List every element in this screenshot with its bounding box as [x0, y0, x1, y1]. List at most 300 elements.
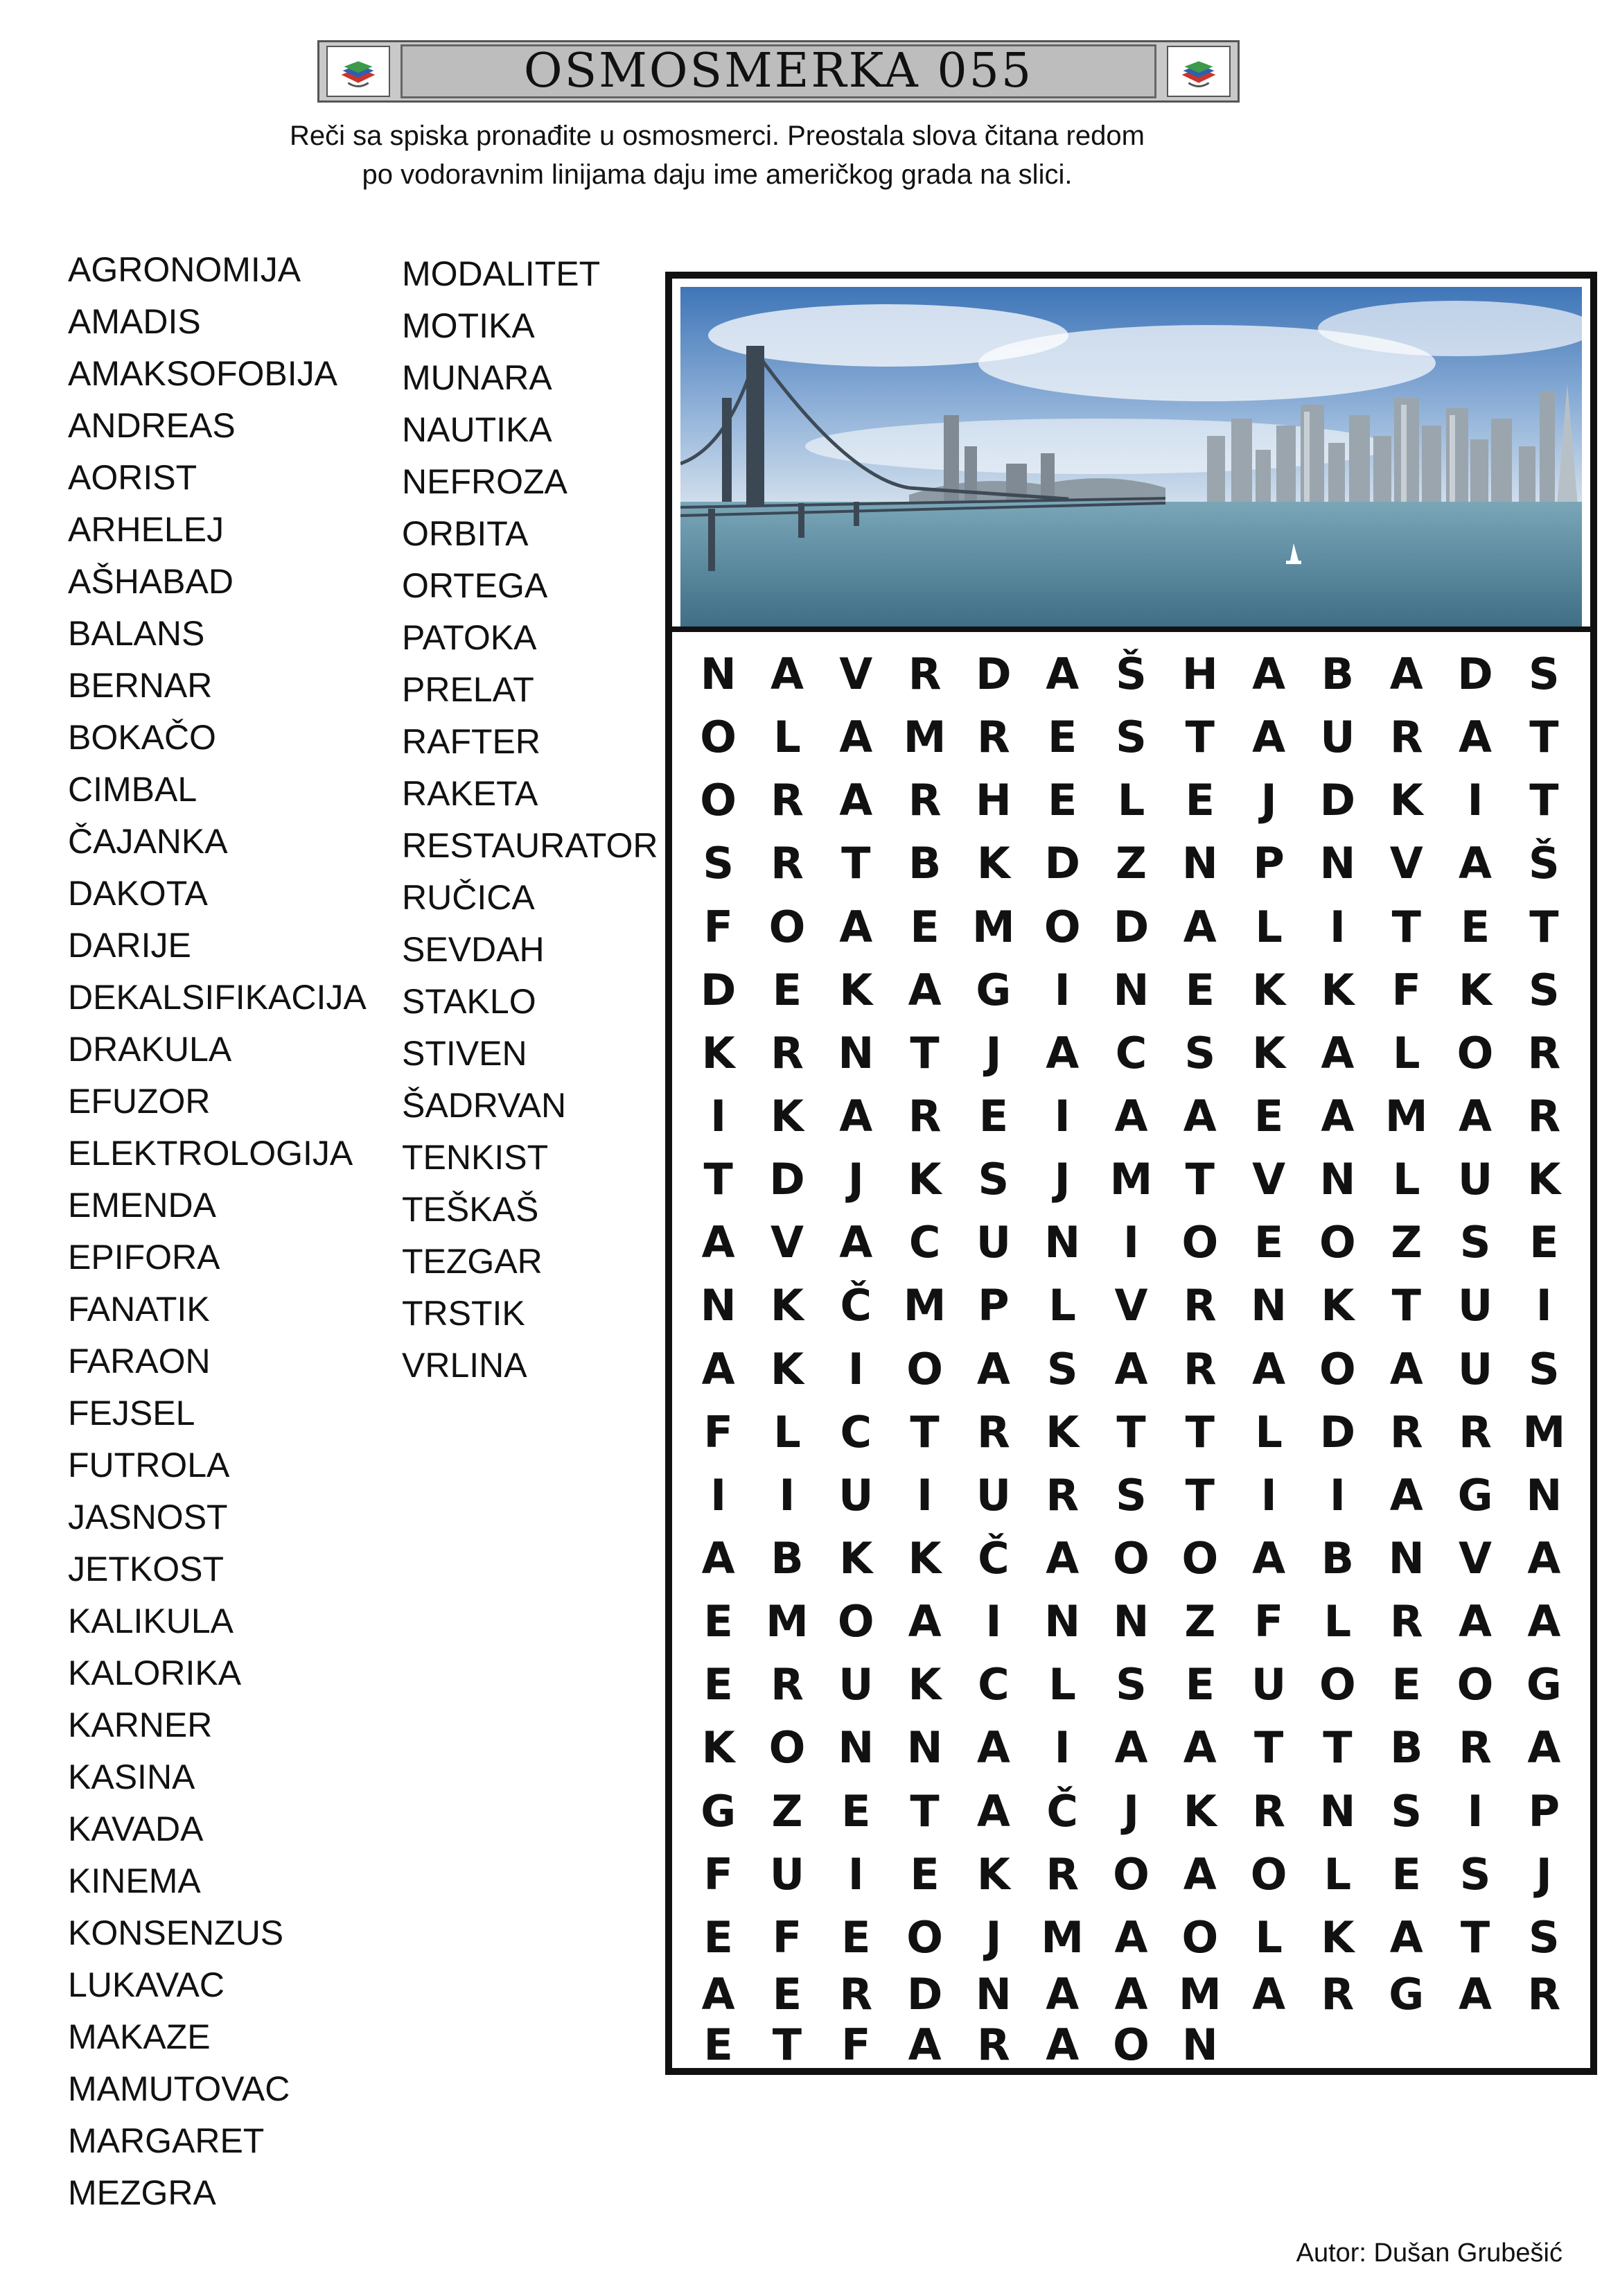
grid-cell[interactable]: A	[1459, 838, 1493, 889]
grid-cell[interactable]: N	[700, 649, 737, 700]
grid-cell[interactable]: R	[1183, 1343, 1217, 1394]
grid-cell[interactable]: A	[1114, 1343, 1148, 1394]
grid-cell[interactable]: T	[1529, 712, 1559, 763]
grid-cell[interactable]: O	[1113, 1533, 1150, 1584]
grid-cell[interactable]: A	[1459, 1596, 1493, 1647]
grid-cell[interactable]: L	[1255, 901, 1283, 952]
grid-cell[interactable]: K	[1046, 1406, 1080, 1457]
grid-cell[interactable]: D	[1457, 649, 1493, 700]
grid-cell[interactable]: I	[1329, 901, 1346, 952]
grid-cell[interactable]: P	[978, 1280, 1010, 1331]
grid-cell[interactable]: R	[1389, 1596, 1423, 1647]
grid-cell[interactable]: S	[1529, 1911, 1560, 1963]
grid-cell[interactable]: S	[1391, 1785, 1423, 1837]
grid-cell[interactable]: A	[839, 901, 873, 952]
grid-cell[interactable]: E	[772, 964, 802, 1015]
grid-cell[interactable]: A	[1114, 1911, 1148, 1963]
grid-cell[interactable]: N	[838, 1722, 874, 1773]
grid-cell[interactable]: H	[1181, 649, 1218, 700]
grid-cell[interactable]: A	[839, 712, 873, 763]
grid-cell[interactable]: K	[770, 1343, 804, 1394]
grid-cell[interactable]: K	[1321, 964, 1355, 1015]
grid-cell[interactable]: I	[1054, 964, 1071, 1015]
grid-cell[interactable]: E	[703, 1911, 733, 1963]
grid-cell[interactable]: Č	[840, 1280, 872, 1331]
grid-cell[interactable]: A	[1114, 1091, 1148, 1142]
grid-cell[interactable]: T	[841, 838, 871, 889]
grid-cell[interactable]: V	[770, 1217, 804, 1268]
grid-cell[interactable]: O	[906, 1911, 943, 1963]
grid-cell[interactable]: A	[908, 2019, 942, 2070]
grid-cell[interactable]: V	[839, 649, 873, 700]
grid-cell[interactable]: A	[1459, 1969, 1493, 2019]
grid-cell[interactable]: T	[772, 2019, 802, 2070]
grid-cell[interactable]: N	[1181, 2019, 1218, 2070]
grid-cell[interactable]: A	[1183, 901, 1217, 952]
grid-cell[interactable]: N	[1388, 1533, 1425, 1584]
grid-cell[interactable]: D	[1113, 901, 1150, 952]
grid-cell[interactable]: T	[1529, 775, 1559, 826]
grid-cell[interactable]: Š	[1116, 649, 1147, 700]
grid-cell[interactable]: S	[1184, 1027, 1216, 1078]
grid-cell[interactable]: R	[771, 1027, 804, 1078]
grid-cell[interactable]: T	[1185, 1406, 1215, 1457]
grid-cell[interactable]: M	[1041, 1911, 1084, 1963]
grid-cell[interactable]: T	[910, 1406, 940, 1457]
grid-cell[interactable]: B	[771, 1533, 804, 1584]
grid-cell[interactable]: U	[976, 1217, 1012, 1268]
grid-cell[interactable]: O	[837, 1596, 874, 1647]
grid-cell[interactable]: S	[1529, 1343, 1560, 1394]
grid-cell[interactable]: M	[1109, 1154, 1153, 1205]
grid-cell[interactable]: F	[841, 2019, 871, 2070]
grid-cell[interactable]: A	[1252, 1969, 1286, 2019]
grid-cell[interactable]: R	[908, 775, 942, 826]
grid-cell[interactable]: R	[908, 649, 942, 700]
grid-cell[interactable]: I	[985, 1596, 1002, 1647]
grid-cell[interactable]: S	[1046, 1343, 1078, 1394]
grid-cell[interactable]: Š	[1529, 838, 1560, 889]
grid-cell[interactable]: U	[1320, 712, 1355, 763]
grid-cell[interactable]: R	[771, 838, 804, 889]
grid-cell[interactable]: A	[1252, 649, 1286, 700]
grid-cell[interactable]: A	[839, 775, 873, 826]
grid-cell[interactable]: E	[978, 1091, 1009, 1142]
grid-cell[interactable]: E	[703, 1659, 733, 1710]
grid-cell[interactable]: C	[1115, 1027, 1147, 1078]
grid-cell[interactable]: T	[1391, 901, 1421, 952]
grid-cell[interactable]: N	[975, 1969, 1012, 2019]
grid-cell[interactable]: I	[847, 1848, 864, 1900]
grid-cell[interactable]: J	[1260, 775, 1277, 826]
grid-cell[interactable]: I	[779, 1469, 795, 1521]
grid-cell[interactable]: T	[1391, 1280, 1421, 1331]
grid-cell[interactable]: T	[703, 1154, 733, 1205]
grid-cell[interactable]: R	[1527, 1091, 1561, 1142]
grid-cell[interactable]: A	[1046, 649, 1080, 700]
grid-cell[interactable]: C	[908, 1217, 941, 1268]
grid-cell[interactable]: L	[1048, 1659, 1076, 1710]
grid-cell[interactable]: S	[703, 838, 734, 889]
grid-cell[interactable]: N	[1044, 1217, 1081, 1268]
grid-cell[interactable]: A	[701, 1969, 735, 2019]
grid-cell[interactable]: L	[1392, 1027, 1420, 1078]
grid-cell[interactable]: O	[1113, 2019, 1150, 2070]
grid-cell[interactable]: A	[1389, 649, 1423, 700]
grid-cell[interactable]: Č	[1046, 1785, 1078, 1837]
grid-cell[interactable]: U	[838, 1469, 874, 1521]
grid-cell[interactable]: D	[1319, 775, 1356, 826]
grid-cell[interactable]: A	[1527, 1533, 1561, 1584]
grid-cell[interactable]: C	[840, 1406, 872, 1457]
grid-cell[interactable]: M	[972, 901, 1015, 952]
grid-cell[interactable]: K	[1321, 1911, 1355, 1963]
grid-cell[interactable]: L	[1255, 1406, 1283, 1457]
grid-cell[interactable]: I	[1123, 1217, 1140, 1268]
grid-cell[interactable]: K	[1252, 1027, 1286, 1078]
grid-cell[interactable]: K	[839, 964, 873, 1015]
grid-cell[interactable]: T	[1185, 712, 1215, 763]
grid-cell[interactable]: N	[1044, 1596, 1081, 1647]
grid-cell[interactable]: I	[917, 1469, 933, 1521]
grid-cell[interactable]: L	[1117, 775, 1145, 826]
grid-cell[interactable]: A	[1459, 1091, 1493, 1142]
grid-cell[interactable]: A	[1252, 1533, 1286, 1584]
grid-cell[interactable]: A	[1527, 1596, 1561, 1647]
grid-cell[interactable]: S	[1116, 1469, 1147, 1521]
grid-cell[interactable]: M	[1178, 1969, 1222, 2019]
grid-cell[interactable]: R	[1046, 1848, 1080, 1900]
grid-cell[interactable]: J	[847, 1154, 864, 1205]
grid-cell[interactable]: R	[771, 1659, 804, 1710]
grid-cell[interactable]: O	[1113, 1848, 1150, 1900]
grid-cell[interactable]: E	[1048, 775, 1077, 826]
grid-cell[interactable]: O	[1181, 1911, 1219, 1963]
grid-cell[interactable]: D	[700, 964, 737, 1015]
grid-cell[interactable]: N	[906, 1722, 943, 1773]
grid-cell[interactable]: K	[1459, 964, 1493, 1015]
grid-cell[interactable]: K	[1321, 1280, 1355, 1331]
grid-cell[interactable]: N	[1319, 838, 1356, 889]
grid-cell[interactable]: K	[1527, 1154, 1561, 1205]
grid-cell[interactable]: A	[701, 1217, 735, 1268]
grid-cell[interactable]: U	[1251, 1659, 1287, 1710]
grid-cell[interactable]: E	[703, 2019, 733, 2070]
grid-cell[interactable]: Z	[1184, 1596, 1216, 1647]
grid-cell[interactable]: A	[839, 1217, 873, 1268]
grid-cell[interactable]: A	[701, 1343, 735, 1394]
grid-cell[interactable]: O	[906, 1343, 943, 1394]
grid-cell[interactable]: A	[701, 1533, 735, 1584]
grid-cell[interactable]: I	[1260, 1469, 1277, 1521]
grid-cell[interactable]: N	[1526, 1469, 1562, 1521]
grid-cell[interactable]: D	[976, 649, 1012, 700]
grid-cell[interactable]: U	[838, 1659, 874, 1710]
grid-cell[interactable]: G	[701, 1785, 737, 1837]
grid-cell[interactable]: A	[976, 1785, 1010, 1837]
grid-cell[interactable]: R	[977, 712, 1010, 763]
grid-cell[interactable]: A	[1046, 1027, 1080, 1078]
grid-cell[interactable]: U	[1457, 1154, 1493, 1205]
grid-cell[interactable]: A	[1252, 1343, 1286, 1394]
grid-cell[interactable]: V	[1114, 1280, 1148, 1331]
grid-cell[interactable]: R	[839, 1969, 873, 2019]
grid-cell[interactable]: D	[769, 1154, 805, 1205]
grid-cell[interactable]: O	[700, 712, 737, 763]
grid-cell[interactable]: R	[1252, 1785, 1285, 1837]
grid-cell[interactable]: N	[1319, 1785, 1356, 1837]
grid-cell[interactable]: J	[1123, 1785, 1140, 1837]
grid-cell[interactable]: O	[1319, 1343, 1356, 1394]
grid-cell[interactable]: I	[847, 1343, 864, 1394]
grid-cell[interactable]: E	[1185, 1659, 1215, 1710]
grid-cell[interactable]: K	[701, 1722, 735, 1773]
grid-cell[interactable]: K	[976, 838, 1010, 889]
grid-cell[interactable]: O	[1456, 1027, 1494, 1078]
grid-cell[interactable]: Č	[978, 1533, 1010, 1584]
grid-cell[interactable]: O	[1181, 1533, 1219, 1584]
grid-cell[interactable]: O	[1044, 901, 1081, 952]
grid-cell[interactable]: R	[977, 1406, 1010, 1457]
grid-cell[interactable]: A	[1046, 2019, 1080, 2070]
grid-cell[interactable]: A	[1252, 712, 1286, 763]
grid-cell[interactable]: F	[703, 901, 733, 952]
grid-cell[interactable]: A	[908, 964, 942, 1015]
grid-cell[interactable]: R	[1527, 1027, 1561, 1078]
grid-cell[interactable]: D	[906, 1969, 943, 2019]
grid-cell[interactable]: A	[908, 1596, 942, 1647]
grid-cell[interactable]: E	[772, 1969, 802, 2019]
grid-cell[interactable]: D	[1044, 838, 1080, 889]
grid-cell[interactable]: J	[1535, 1848, 1552, 1900]
grid-cell[interactable]: S	[1116, 1659, 1147, 1710]
city-photo	[680, 287, 1582, 626]
grid-cell[interactable]: U	[1457, 1343, 1493, 1394]
grid-cell[interactable]: K	[701, 1027, 735, 1078]
grid-cell[interactable]: F	[703, 1406, 733, 1457]
grid-cell[interactable]: R	[908, 1091, 942, 1142]
grid-cell[interactable]: Z	[1391, 1217, 1423, 1268]
grid-cell[interactable]: I	[1054, 1091, 1071, 1142]
grid-cell[interactable]: I	[1467, 775, 1484, 826]
grid-cell[interactable]: O	[1181, 1217, 1219, 1268]
grid-cell[interactable]: N	[838, 1027, 874, 1078]
grid-cell[interactable]: A	[1114, 1722, 1148, 1773]
grid-cell[interactable]: K	[1252, 964, 1286, 1015]
grid-cell[interactable]: I	[1054, 1722, 1071, 1773]
grid-cell[interactable]: R	[1459, 1722, 1492, 1773]
grid-cell[interactable]: R	[1321, 1969, 1355, 2019]
grid-cell[interactable]: M	[903, 712, 947, 763]
grid-cell[interactable]: E	[910, 1848, 940, 1900]
grid-cell[interactable]: F	[772, 1911, 802, 1963]
grid-cell[interactable]: M	[903, 1280, 947, 1331]
grid-cell[interactable]: I	[1467, 1785, 1484, 1837]
grid-cell[interactable]: I	[1535, 1280, 1552, 1331]
grid-cell[interactable]: S	[1529, 964, 1560, 1015]
grid-cell[interactable]: H	[975, 775, 1012, 826]
grid-cell[interactable]: J	[1054, 1154, 1071, 1205]
grid-cell[interactable]: G	[1457, 1469, 1493, 1521]
grid-cell[interactable]: V	[1459, 1533, 1493, 1584]
word-list-item: AMADIS	[68, 302, 201, 341]
grid-cell[interactable]: L	[773, 1406, 801, 1457]
grid-cell[interactable]: O	[1250, 1848, 1287, 1900]
grid-cell[interactable]: E	[1253, 1217, 1284, 1268]
grid-cell[interactable]: O	[1456, 1659, 1494, 1710]
grid-cell[interactable]: C	[978, 1659, 1010, 1710]
grid-cell[interactable]: T	[1116, 1406, 1146, 1457]
grid-cell[interactable]: T	[1253, 1722, 1284, 1773]
grid-cell[interactable]: M	[1384, 1091, 1428, 1142]
grid-cell[interactable]: N	[1251, 1280, 1287, 1331]
grid-cell[interactable]: U	[769, 1848, 805, 1900]
grid-cell[interactable]: K	[1183, 1785, 1217, 1837]
grid-cell[interactable]: E	[1391, 1659, 1421, 1710]
grid-cell[interactable]: T	[1185, 1469, 1215, 1521]
grid-cell[interactable]: N	[1319, 1154, 1356, 1205]
grid-cell[interactable]: A	[1321, 1027, 1355, 1078]
grid-cell[interactable]: L	[1048, 1280, 1076, 1331]
grid-cell[interactable]: R	[1389, 1406, 1423, 1457]
grid-cell[interactable]: T	[1323, 1722, 1353, 1773]
grid-cell[interactable]: E	[1185, 964, 1215, 1015]
grid-cell[interactable]: R	[1183, 1280, 1217, 1331]
grid-cell[interactable]: E	[841, 1911, 871, 1963]
grid-cell[interactable]: A	[1183, 1722, 1217, 1773]
grid-cell[interactable]: N	[1113, 1596, 1150, 1647]
grid-cell[interactable]: M	[1522, 1406, 1566, 1457]
grid-cell[interactable]: A	[1389, 1343, 1423, 1394]
word-list-item: LUKAVAC	[68, 1965, 225, 2004]
grid-cell[interactable]: P	[1253, 838, 1285, 889]
grid-cell[interactable]: V	[1252, 1154, 1286, 1205]
grid-cell[interactable]: A	[770, 649, 804, 700]
grid-cell[interactable]: V	[1389, 838, 1423, 889]
grid-cell[interactable]: S	[1116, 712, 1147, 763]
grid-cell[interactable]: P	[1528, 1785, 1560, 1837]
grid-cell[interactable]: T	[910, 1027, 940, 1078]
grid-cell[interactable]: B	[1321, 1533, 1355, 1584]
grid-cell[interactable]: R	[977, 2019, 1010, 2070]
grid-cell[interactable]: K	[976, 1848, 1010, 1900]
grid-cell[interactable]: S	[978, 1154, 1010, 1205]
grid-cell[interactable]: A	[1321, 1091, 1355, 1142]
grid-cell[interactable]: Z	[771, 1785, 803, 1837]
grid-cell[interactable]: I	[710, 1091, 727, 1142]
grid-cell[interactable]: J	[985, 1911, 1002, 1963]
grid-cell[interactable]: M	[766, 1596, 809, 1647]
grid-cell[interactable]: O	[1319, 1659, 1356, 1710]
grid-cell[interactable]: E	[841, 1785, 871, 1837]
grid-cell[interactable]: A	[1459, 712, 1493, 763]
grid-cell[interactable]: R	[1459, 1406, 1492, 1457]
grid-cell[interactable]: G	[976, 964, 1012, 1015]
grid-cell[interactable]: N	[1113, 964, 1150, 1015]
grid-cell[interactable]: S	[1459, 1848, 1491, 1900]
grid-cell[interactable]: K	[908, 1533, 942, 1584]
grid-cell[interactable]: F	[703, 1848, 733, 1900]
grid-cell[interactable]: B	[1390, 1722, 1423, 1773]
grid-cell[interactable]: A	[1183, 1848, 1217, 1900]
grid-cell[interactable]: A	[976, 1343, 1010, 1394]
grid-cell[interactable]: F	[1391, 964, 1421, 1015]
grid-cell[interactable]: K	[1389, 775, 1423, 826]
grid-cell[interactable]: E	[1185, 775, 1215, 826]
grid-cell[interactable]: G	[1526, 1659, 1562, 1710]
grid-cell[interactable]: K	[908, 1154, 942, 1205]
grid-cell[interactable]: K	[770, 1280, 804, 1331]
grid-cell[interactable]: R	[1389, 712, 1423, 763]
grid-cell[interactable]: L	[1323, 1848, 1352, 1900]
grid-cell[interactable]: R	[1046, 1469, 1080, 1521]
grid-cell[interactable]: R	[1527, 1969, 1561, 2019]
grid-cell[interactable]: T	[1460, 1911, 1490, 1963]
grid-cell[interactable]: F	[1253, 1596, 1284, 1647]
grid-cell[interactable]: I	[1329, 1469, 1346, 1521]
grid-cell[interactable]: A	[1389, 1911, 1423, 1963]
word-list-item: TEŠKAŠ	[402, 1190, 539, 1229]
grid-cell[interactable]: I	[710, 1469, 727, 1521]
grid-cell[interactable]: A	[1046, 1969, 1080, 2019]
grid-cell[interactable]: L	[1323, 1596, 1352, 1647]
grid-cell[interactable]: E	[910, 901, 940, 952]
grid-cell[interactable]: O	[768, 1722, 806, 1773]
grid-cell[interactable]: O	[700, 775, 737, 826]
grid-cell[interactable]: S	[1529, 649, 1560, 700]
grid-cell[interactable]: S	[1459, 1217, 1491, 1268]
grid-cell[interactable]: E	[1460, 901, 1490, 952]
grid-cell[interactable]: A	[976, 1722, 1010, 1773]
grid-cell[interactable]: E	[703, 1596, 733, 1647]
grid-cell[interactable]: J	[985, 1027, 1002, 1078]
grid-cell[interactable]: A	[1114, 1969, 1148, 2019]
grid-cell[interactable]: K	[908, 1659, 942, 1710]
grid-cell[interactable]: U	[976, 1469, 1012, 1521]
grid-cell[interactable]: K	[839, 1533, 873, 1584]
grid-cell[interactable]: B	[1321, 649, 1355, 700]
grid-cell[interactable]: A	[839, 1091, 873, 1142]
word-list-item: ORTEGA	[402, 566, 548, 605]
grid-cell[interactable]: U	[1457, 1280, 1493, 1331]
grid-cell[interactable]: N	[1181, 838, 1218, 889]
grid-cell[interactable]: A	[1183, 1091, 1217, 1142]
grid-cell[interactable]: R	[771, 775, 804, 826]
grid-cell[interactable]: T	[1185, 1154, 1215, 1205]
grid-cell[interactable]: A	[1527, 1722, 1561, 1773]
grid-cell[interactable]: L	[1255, 1911, 1283, 1963]
grid-cell[interactable]: D	[1319, 1406, 1356, 1457]
grid-cell[interactable]: L	[773, 712, 801, 763]
grid-cell[interactable]: T	[910, 1785, 940, 1837]
grid-cell[interactable]: N	[700, 1280, 737, 1331]
grid-cell[interactable]: L	[1392, 1154, 1420, 1205]
grid-cell[interactable]: A	[1046, 1533, 1080, 1584]
word-list-item: AGRONOMIJA	[68, 250, 301, 289]
grid-cell[interactable]: B	[908, 838, 942, 889]
grid-cell[interactable]: E	[1391, 1848, 1421, 1900]
grid-cell[interactable]: Z	[1116, 838, 1147, 889]
grid-cell[interactable]: K	[770, 1091, 804, 1142]
grid-cell[interactable]: G	[1389, 1969, 1425, 2019]
grid-cell[interactable]: A	[1389, 1469, 1423, 1521]
grid-cell[interactable]: O	[1319, 1217, 1356, 1268]
grid-cell[interactable]: O	[768, 901, 806, 952]
grid-cell[interactable]: E	[1253, 1091, 1284, 1142]
grid-cell[interactable]: E	[1048, 712, 1077, 763]
grid-cell[interactable]: T	[1529, 901, 1559, 952]
grid-cell[interactable]: E	[1529, 1217, 1559, 1268]
